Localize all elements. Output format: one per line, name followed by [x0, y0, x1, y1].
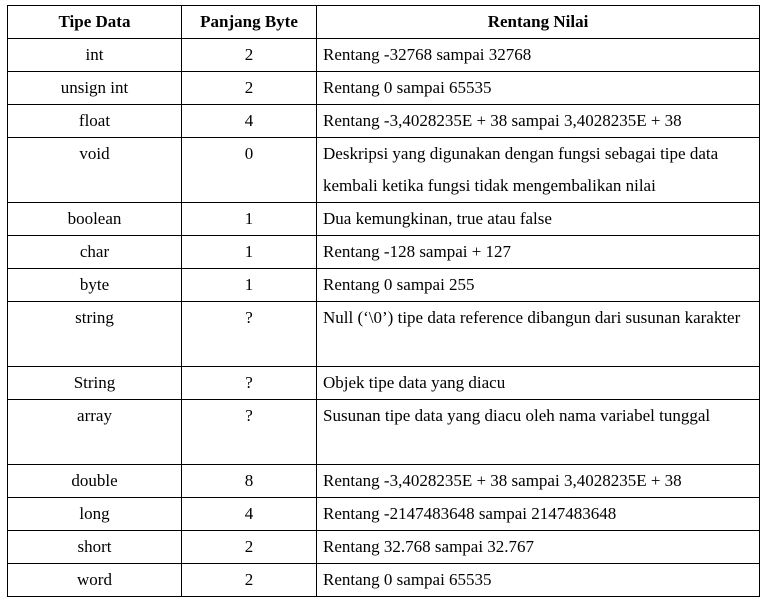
- range-cell: Rentang -3,4028235E + 38 sampai 3,4028235E + 38: [317, 105, 760, 138]
- range-cell: Susunan tipe data yang diacu oleh nama variabel tunggal: [317, 400, 760, 465]
- table-row: [8, 531, 760, 564]
- type-cell: char: [8, 236, 182, 269]
- table-row: [8, 72, 760, 105]
- type-cell: void: [8, 138, 182, 203]
- table-row: [8, 138, 760, 203]
- bytes-cell: 4: [182, 105, 317, 138]
- type-cell: array: [8, 400, 182, 465]
- header-bytes: Panjang Byte: [182, 6, 317, 39]
- bytes-cell: 2: [182, 564, 317, 597]
- table-row: [8, 465, 760, 498]
- range-cell: Rentang 0 sampai 255: [317, 269, 760, 302]
- range-cell: Rentang 0 sampai 65535: [317, 564, 760, 597]
- table-row: [8, 203, 760, 236]
- range-cell: Dua kemungkinan, true atau false: [317, 203, 760, 236]
- table-row: [8, 302, 760, 367]
- bytes-cell: 0: [182, 138, 317, 203]
- bytes-cell: ?: [182, 367, 317, 400]
- header-row: [8, 6, 760, 39]
- table-row: [8, 39, 760, 72]
- bytes-cell: 1: [182, 269, 317, 302]
- bytes-cell: 2: [182, 72, 317, 105]
- range-cell: Null (‘\0’) tipe data reference dibangun dari susunan karakter: [317, 302, 760, 367]
- range-cell: Rentang -32768 sampai 32768: [317, 39, 760, 72]
- bytes-cell: 2: [182, 39, 317, 72]
- type-cell: string: [8, 302, 182, 367]
- bytes-cell: 2: [182, 531, 317, 564]
- bytes-cell: 1: [182, 203, 317, 236]
- range-cell: Objek tipe data yang diacu: [317, 367, 760, 400]
- type-cell: unsign int: [8, 72, 182, 105]
- type-cell: long: [8, 498, 182, 531]
- bytes-cell: 1: [182, 236, 317, 269]
- range-cell: Rentang 0 sampai 65535: [317, 72, 760, 105]
- type-cell: word: [8, 564, 182, 597]
- range-cell: Rentang -128 sampai + 127: [317, 236, 760, 269]
- type-cell: int: [8, 39, 182, 72]
- type-cell: double: [8, 465, 182, 498]
- type-cell: boolean: [8, 203, 182, 236]
- table-row: [8, 269, 760, 302]
- bytes-cell: 4: [182, 498, 317, 531]
- range-cell: Rentang -3,4028235E + 38 sampai 3,4028235E + 38: [317, 465, 760, 498]
- type-cell: short: [8, 531, 182, 564]
- table-row: [8, 367, 760, 400]
- table-row: [8, 564, 760, 597]
- type-cell: float: [8, 105, 182, 138]
- bytes-cell: 8: [182, 465, 317, 498]
- range-cell: Rentang -2147483648 sampai 2147483648: [317, 498, 760, 531]
- range-cell: Deskripsi yang digunakan dengan fungsi sebagai tipe data kembali ketika fungsi tidak mengembalikan nilai: [317, 138, 760, 203]
- data-type-table: [7, 5, 760, 597]
- table-row: [8, 105, 760, 138]
- type-cell: byte: [8, 269, 182, 302]
- header-type: Tipe Data: [8, 6, 182, 39]
- header-range: Rentang Nilai: [317, 6, 760, 39]
- range-cell: Rentang 32.768 sampai 32.767: [317, 531, 760, 564]
- bytes-cell: ?: [182, 400, 317, 465]
- table-row: [8, 236, 760, 269]
- type-cell: String: [8, 367, 182, 400]
- table-row: [8, 400, 760, 465]
- bytes-cell: ?: [182, 302, 317, 367]
- table-row: [8, 498, 760, 531]
